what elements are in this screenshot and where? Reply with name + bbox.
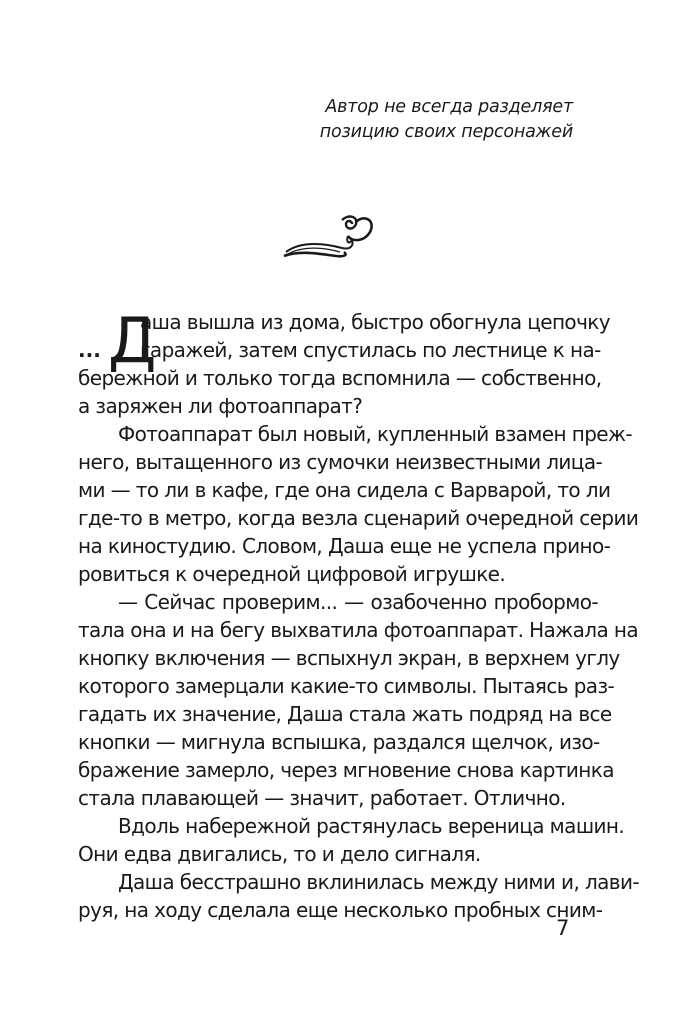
epigraph bbox=[320, 95, 573, 145]
text-line: руя, на ходу сделала еще несколько пробных сним- bbox=[78, 898, 603, 922]
text-line: кнопку включения — вспыхнул экран, в верхнем углу bbox=[78, 646, 620, 670]
text-line: тала она и на бегу выхватила фотоаппарат. Нажала на bbox=[78, 618, 639, 642]
text-line: бражение замерло, через мгновение снова картинка bbox=[78, 758, 614, 782]
page-number: 7 bbox=[556, 916, 570, 940]
text-line: него, вытащенного из сумочки неизвестными лица- bbox=[78, 450, 603, 474]
text-line: кнопки — мигнула вспышка, раздался щелчок, изо- bbox=[78, 730, 600, 754]
text-line: ровиться к очередной цифровой игрушке. bbox=[78, 562, 506, 586]
text-line: Фотоаппарат был новый, купленный взамен преж- bbox=[118, 422, 633, 446]
swirl-ornament-icon bbox=[282, 210, 377, 265]
text-line: которого замерцали какие-то символы. Пытаясь раз- bbox=[78, 674, 615, 698]
epigraph-line-2: позицию своих персонажей bbox=[319, 122, 573, 142]
text-line: Даша бесстрашно вклинилась между ними и, лави- bbox=[118, 870, 640, 894]
drop-cap: Д bbox=[108, 304, 157, 377]
text-line: Вдоль набережной растянулась вереница машин. bbox=[118, 814, 625, 838]
text-line: бережной и только тогда вспомнила — собственно, bbox=[78, 366, 602, 390]
ellipsis-mark: ... bbox=[78, 338, 101, 362]
text-line: ми — то ли в кафе, где она сидела с Варварой, то ли bbox=[78, 478, 611, 502]
text-line: а заряжен ли фотоаппарат? bbox=[78, 394, 363, 418]
text-line: стала плавающей — значит, работает. Отлично. bbox=[78, 786, 566, 810]
text-line-content: гаражей, затем спустилась по лестнице к на- bbox=[140, 338, 601, 362]
text-line: — Сейчас проверим... — озабоченно пробормо- bbox=[118, 590, 598, 614]
text-line: гадать их значение, Даша стала жать подряд на все bbox=[78, 702, 612, 726]
text-line: Они едва двигались, то и дело сигналя. bbox=[78, 842, 481, 866]
epigraph-line-1: Автор не всегда разделяет bbox=[325, 97, 573, 117]
text-line: на киностудию. Словом, Даша еще не успела прино- bbox=[78, 534, 611, 558]
text-line: аша вышла из дома, быстро обогнула цепочку bbox=[140, 310, 611, 334]
text-line bbox=[78, 336, 601, 364]
text-line: где-то в метро, когда везла сценарий очередной серии bbox=[78, 506, 639, 530]
